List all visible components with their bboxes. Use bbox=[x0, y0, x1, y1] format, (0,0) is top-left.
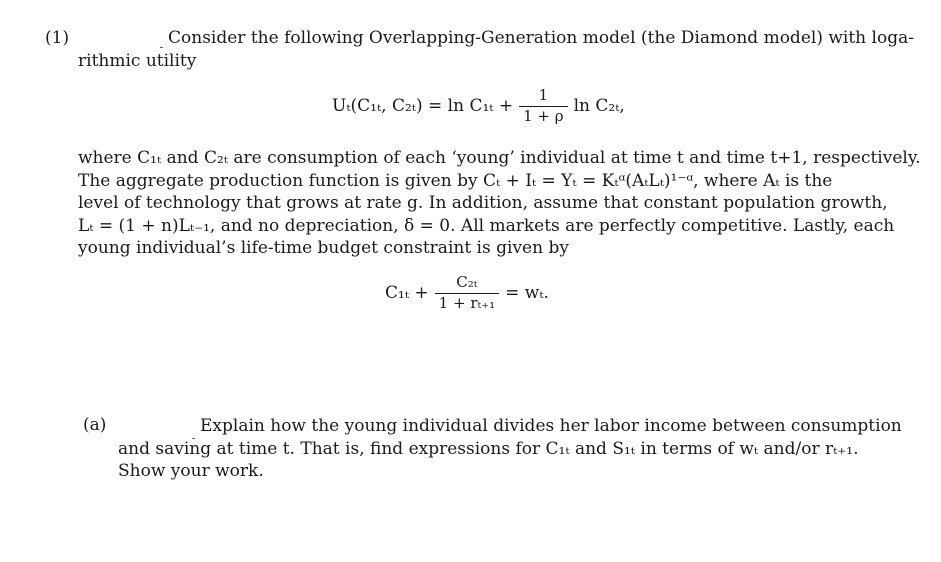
utility-rhs: ln C₂ₜ, bbox=[573, 96, 625, 117]
budget-lhs: C₁ₜ + bbox=[385, 283, 429, 304]
subquestion-line: Explain how the young individual divides her labor income between consumption bbox=[200, 416, 902, 436]
intro-line-2: rithmic utility bbox=[78, 51, 197, 71]
stray-mark bbox=[160, 47, 163, 48]
subquestion-label: (a) bbox=[83, 415, 107, 435]
budget-frac-den: 1 + rₜ₊₁ bbox=[435, 293, 499, 312]
body-line: The aggregate production function is given by Cₜ + Iₜ = Yₜ = Kₜᵅ(AₜLₜ)¹⁻ᵅ, where Aₜ is the bbox=[78, 170, 833, 191]
utility-frac-den: 1 + ρ bbox=[519, 106, 567, 125]
intro-line-1: Consider the following Overlapping-Generation model (the Diamond model) with loga- bbox=[168, 28, 914, 48]
utility-equation bbox=[332, 88, 625, 125]
utility-lhs: Uₜ(C₁ₜ, C₂ₜ) = ln C₁ₜ + bbox=[332, 96, 514, 117]
subquestion-line: Show your work. bbox=[118, 461, 264, 481]
body-line: Lₜ = (1 + n)Lₜ₋₁, and no depreciation, δ = 0. All markets are perfectly competitive. Lastly, each bbox=[78, 215, 895, 236]
body-paragraph bbox=[78, 147, 921, 260]
body-line: level of technology that grows at rate g. In addition, assume that constant population growth, bbox=[78, 193, 888, 213]
problem-number: (1) bbox=[45, 28, 70, 48]
budget-frac-num: C₂ₜ bbox=[456, 273, 478, 291]
utility-frac-num: 1 bbox=[538, 86, 549, 104]
subquestion-body bbox=[118, 415, 902, 483]
body-line: young individual’s life-time budget constraint is given by bbox=[78, 238, 569, 258]
subquestion-line: and saving at time t. That is, find expressions for C₁ₜ and S₁ₜ in terms of wₜ and/or rₜ₊₁. bbox=[118, 438, 859, 459]
budget-rhs: = wₜ. bbox=[505, 283, 549, 304]
body-line: where C₁ₜ and C₂ₜ are consumption of each ‘young’ individual at time t and time t+1, respectively. bbox=[78, 148, 921, 168]
budget-fraction bbox=[435, 275, 499, 312]
budget-equation bbox=[385, 275, 549, 312]
utility-fraction bbox=[519, 88, 567, 125]
